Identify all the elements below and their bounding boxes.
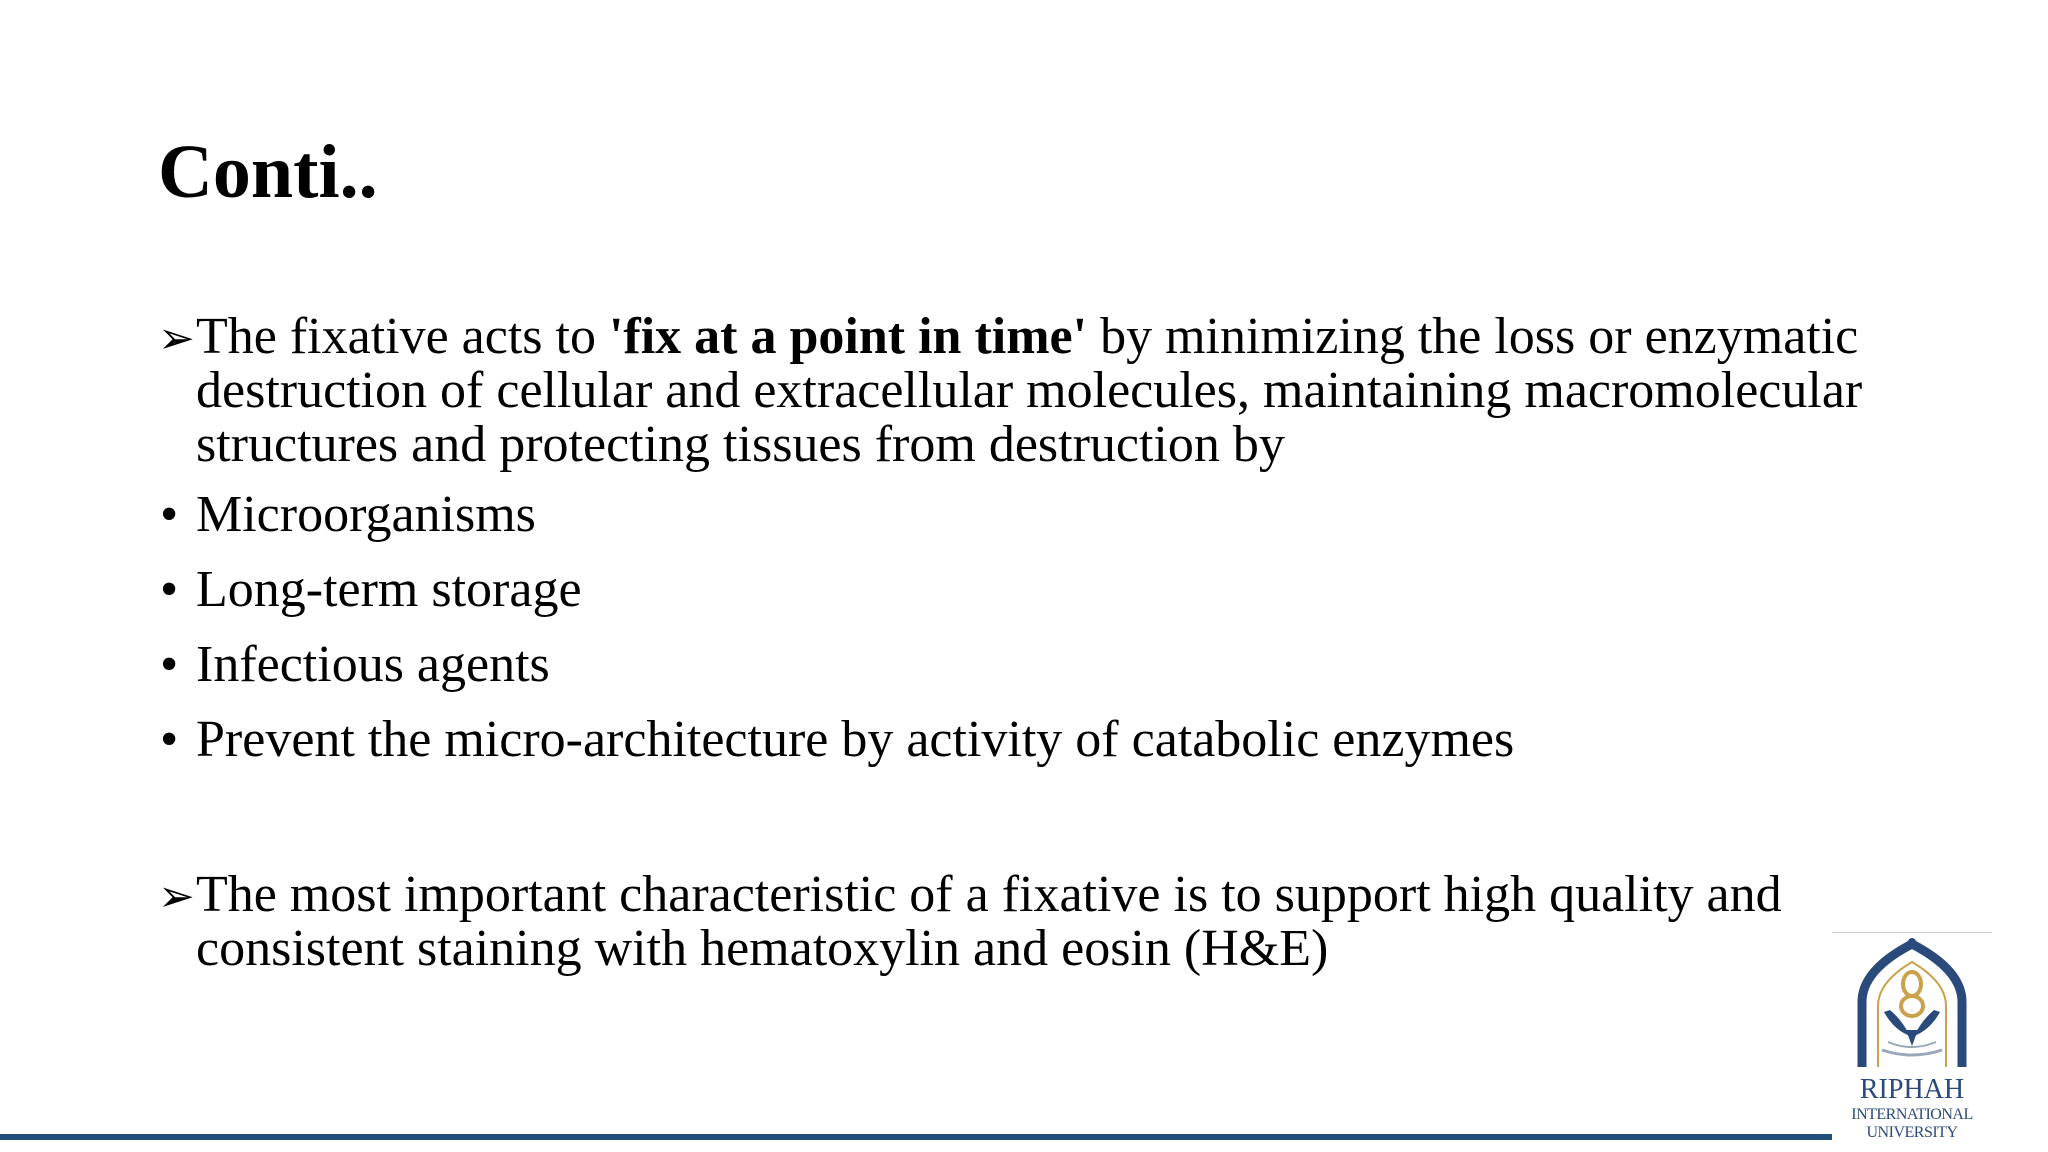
bullet-text: Long-term storage	[196, 561, 582, 618]
bullet-dot-icon: •	[160, 486, 179, 543]
logo-line-international: INTERNATIONAL	[1851, 1106, 1973, 1123]
list-item	[158, 488, 1918, 542]
bullet-dot-icon: •	[160, 636, 179, 693]
paragraph-fixative-characteristic	[158, 868, 1918, 976]
bullet-dot-icon: •	[160, 561, 179, 618]
spacer	[158, 788, 1918, 868]
para2-text: The most important characteristic of a fixative is to support high quality and consistent staining with hematoxylin and eosin (H&E)	[196, 866, 1782, 977]
university-logo	[1832, 932, 1992, 1150]
bullet-list	[158, 488, 1918, 767]
bullet-text: Prevent the micro-architecture by activity of catabolic enzymes	[196, 711, 1515, 768]
bullet-text: Microorganisms	[196, 486, 536, 543]
slide-body	[158, 310, 1918, 976]
list-item	[158, 638, 1918, 692]
para1-text-after: by minimizing the loss or enzymatic destruction of cellular and extracellular molecules, maintaining macromolecular structures and protecting tissues from destruction by	[196, 308, 1863, 473]
footer-bar	[0, 1134, 1832, 1140]
para1-bold-phrase: 'fix at a point in time'	[608, 308, 1088, 365]
arrow-bullet-icon: ➢	[158, 313, 195, 364]
slide-title: Conti..	[158, 130, 378, 214]
para1-text-before: The fixative acts to	[196, 308, 609, 365]
bullet-text: Infectious agents	[196, 636, 550, 693]
paragraph-fixative-action	[158, 310, 1918, 472]
list-item	[158, 713, 1918, 767]
bullet-dot-icon: •	[160, 711, 179, 768]
arrow-bullet-icon: ➢	[158, 871, 195, 922]
logo-emblem-icon	[1832, 932, 1992, 1072]
logo-name: RIPHAH	[1859, 1074, 1965, 1105]
list-item	[158, 563, 1918, 617]
logo-line-university: UNIVERSITY	[1866, 1124, 1958, 1141]
